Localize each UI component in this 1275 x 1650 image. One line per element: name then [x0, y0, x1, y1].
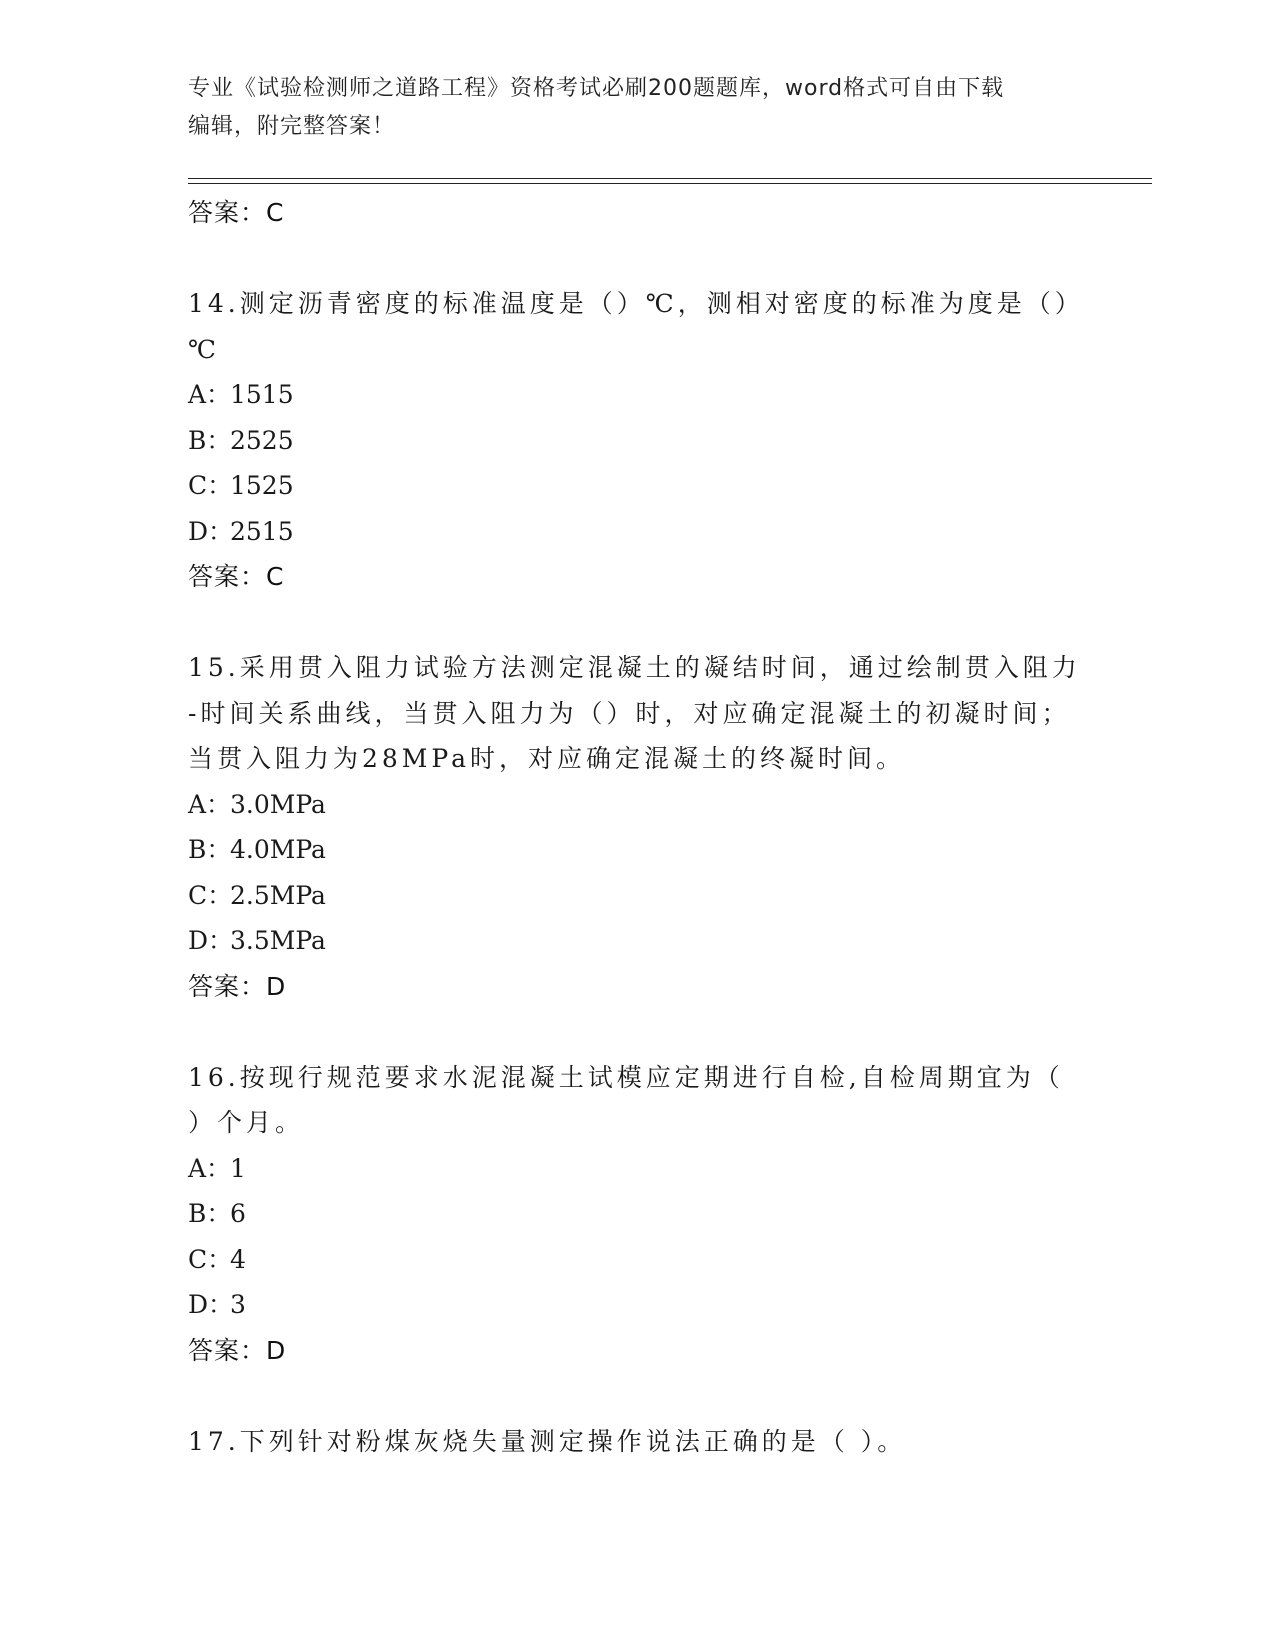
option-letter: A：: [188, 380, 232, 409]
question-text-line: ）个月。: [188, 1108, 305, 1137]
header-line-1: 专业《试验检测师之道路工程》资格考试必刷200题题库，word格式可自由下载: [188, 76, 1005, 101]
answer-line: 答案：C: [188, 198, 285, 227]
option-c: [188, 873, 1088, 919]
option-letter: C：: [188, 471, 233, 500]
question-14: [188, 281, 1088, 372]
option-letter: C：: [188, 880, 233, 910]
question-17: [188, 1419, 1088, 1465]
option-letter: B：: [188, 425, 232, 455]
option-text: 4.0MPa: [230, 835, 326, 864]
option-letter: A：: [188, 789, 232, 819]
option-text: 2.5MPa: [230, 880, 326, 910]
option-letter: D：: [188, 516, 234, 546]
option-a: [188, 1146, 1088, 1192]
option-a: [188, 782, 1088, 828]
option-letter: C：: [188, 1244, 233, 1274]
option-b: [188, 827, 1088, 873]
option-c: [188, 1237, 1088, 1283]
question-16: [188, 1055, 1088, 1146]
option-text: 1515: [230, 380, 294, 409]
question-text-line: -时间关系曲线，当贯入阻力为（）时，对应确定混凝土的初凝时间；: [188, 698, 1071, 728]
option-text: 3: [230, 1290, 246, 1319]
question-15: [188, 645, 1088, 782]
option-text: 3.0MPa: [230, 789, 326, 819]
question-text-line: 14.测定沥青密度的标准温度是（）℃，测相对密度的标准为度是（）: [188, 289, 1084, 318]
option-letter: D：: [188, 926, 234, 955]
question-text-line: 16.按现行规范要求水泥混凝土试模应定期进行自检,自检周期宜为（: [188, 1062, 1064, 1092]
option-text: 1: [230, 1153, 246, 1183]
document-body: [188, 190, 1088, 1464]
option-a: [188, 372, 1088, 418]
option-text: 1525: [230, 471, 294, 500]
option-b: [188, 418, 1088, 464]
header-line-2: 编辑，附完整答案！: [188, 114, 396, 139]
option-d: [188, 1282, 1088, 1328]
option-text: 2515: [230, 516, 294, 546]
option-letter: A：: [188, 1153, 232, 1183]
option-text: 6: [230, 1199, 246, 1228]
header-divider-secondary: [188, 183, 1152, 184]
option-text: 3.5MPa: [230, 926, 326, 955]
option-text: 4: [230, 1244, 246, 1274]
question-text-line: 当贯入阻力为28MPa时，对应确定混凝土的终凝时间。: [188, 744, 906, 773]
option-letter: B：: [188, 1199, 232, 1228]
answer-line: 答案：C: [188, 562, 285, 591]
option-text: 2525: [230, 425, 294, 455]
answer-line: 答案：D: [188, 971, 287, 1001]
option-letter: D：: [188, 1290, 234, 1319]
answer-line: 答案：D: [188, 1335, 287, 1365]
option-letter: B：: [188, 835, 232, 864]
question-text-line: 15.采用贯入阻力试验方法测定混凝土的凝结时间，通过绘制贯入阻力: [188, 653, 1081, 682]
header-divider: [188, 178, 1152, 179]
option-d: [188, 918, 1088, 964]
question-text-line: 17.下列针对粉煤灰烧失量测定操作说法正确的是（ ）。: [188, 1426, 907, 1456]
option-c: [188, 463, 1088, 509]
document-header: [188, 70, 1088, 146]
question-text-line: ℃: [188, 334, 220, 364]
option-b: [188, 1191, 1088, 1237]
option-d: [188, 509, 1088, 555]
